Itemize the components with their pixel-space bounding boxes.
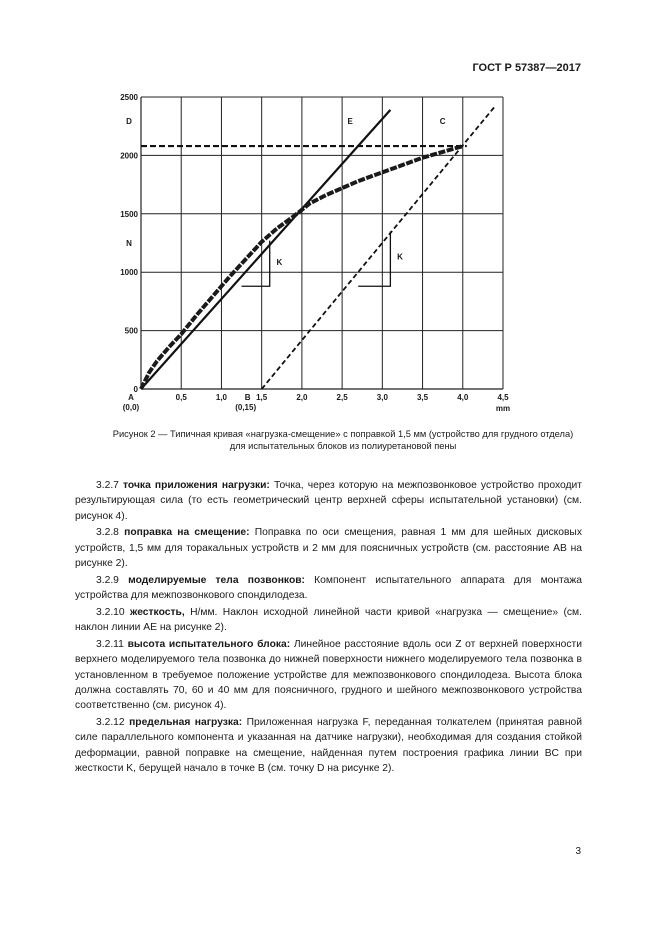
- y-tick-label: 1500: [120, 209, 138, 219]
- caption-line-1: Рисунок 2 — Типичная кривая «нагрузка-смещение» с поправкой 1,5 мм (устройство для грудного отдела): [112, 429, 574, 439]
- y-tick-label: 1000: [120, 268, 138, 278]
- definition-3-2-11: [75, 637, 582, 713]
- definition-text: Линейное расстояние вдоль оси Z от верхней поверхности верхнего моделируемого тела позвонка до нижней поверхности нижнего моделируемого тела позвонка в установленном в требуемое положение устройстве для межпозвонкового спондилодеза. Высота блока должна составлять 70, 60 и 40 мм для поясничного, грудного и шейного межпозвонкового устройства соответственно (см. рисунок 4).: [75, 638, 582, 712]
- label-e: E: [347, 116, 353, 126]
- x-tick-label: 2,0: [296, 393, 308, 402]
- clause-number: 3.2.8: [96, 527, 119, 539]
- x-tick-label: 1,5: [256, 393, 268, 402]
- term: точка приложения нагрузки:: [123, 480, 270, 491]
- clause-number: 3.2.7: [96, 480, 119, 491]
- document-header: ГОСТ Р 57387—2017: [472, 62, 581, 74]
- label-b-coord: (0,15): [235, 403, 257, 412]
- label-a: A: [128, 393, 134, 402]
- y-tick-label: 2500: [120, 93, 138, 102]
- caption-line-2: для испытательных блоков из полиуретановой пены: [229, 441, 457, 451]
- definition-3-2-7: [75, 478, 582, 524]
- definitions-section: [75, 478, 582, 778]
- term: моделируемые тела позвонков:: [128, 574, 305, 586]
- term: предельная нагрузка:: [129, 716, 243, 728]
- y-unit-label: N: [126, 239, 132, 248]
- x-tick-label: 1,0: [215, 393, 228, 402]
- definition-text: Поправка по оси смещения, равная 1 мм для шейных дисковых устройств, 1,5 мм для торакальных устройств и 2 мм для поясничных устройств (см. расстояние AB на рисунке 2).: [75, 527, 582, 569]
- y-tick-label: 2000: [120, 151, 138, 161]
- term: поправка на смещение:: [124, 527, 250, 539]
- label-b: B: [244, 393, 251, 402]
- y-tick-label: 0: [133, 385, 138, 394]
- definition-text: Н/мм. Наклон исходной линейной части кривой «нагрузка — смещение» (см. наклон линии AE на рисунке 2).: [75, 606, 582, 634]
- definition-3-2-9: [75, 573, 582, 604]
- figure-2: [0, 0, 661, 420]
- line-ae: [141, 110, 390, 389]
- x-tick-label: 3,0: [376, 393, 388, 402]
- term: жесткость,: [130, 606, 185, 618]
- definition-3-2-12: [75, 715, 582, 776]
- x-tick-label: 4,0: [457, 393, 469, 402]
- label-k-1: K: [276, 258, 283, 268]
- clause-number: 3.2.10: [96, 606, 125, 618]
- x-tick-label: 2,5: [336, 393, 348, 402]
- definition-3-2-10: [75, 605, 582, 636]
- x-unit-label: mm: [495, 404, 511, 413]
- label-d: D: [126, 116, 132, 126]
- label-a-coord: (0,0): [122, 403, 140, 412]
- clause-number: 3.2.11: [96, 638, 124, 650]
- label-k-2: K: [397, 252, 403, 262]
- page-number: 3: [575, 846, 581, 857]
- y-tick-label: 500: [124, 326, 138, 336]
- clause-number: 3.2.12: [96, 716, 125, 728]
- figure-caption: [60, 428, 626, 452]
- definition-3-2-8: [75, 525, 582, 571]
- x-tick-label: 3,5: [416, 393, 429, 402]
- load-displacement-chart: [0, 0, 661, 420]
- definition-text: Точка, через которую на межпозвонковое устройство проходит результирующая сила (то есть геометрический центр верхней сферы испытательной установки) (см. рисунок 4).: [75, 480, 582, 522]
- label-c: C: [439, 116, 446, 126]
- definition-text: Приложенная нагрузка F, переданная толкателем (принятая равной силе параллельного компонента и указанная на датчике нагрузки), необходимая для создания стойкой деформации, равной поправке на смещение, найденная путем построения графика линии BC при жесткости K, берущей начало в точке B (см. точку D на рисунке 2).: [75, 716, 582, 774]
- term: высота испытательного блока:: [127, 638, 291, 650]
- clause-number: 3.2.9: [96, 574, 119, 586]
- x-tick-label: 0,5: [175, 393, 187, 402]
- x-tick-label: 4,5: [497, 393, 509, 402]
- definition-text: Компонент испытательного аппарата для монтажа устройства для межпозвонкового спондилодеза.: [75, 574, 582, 602]
